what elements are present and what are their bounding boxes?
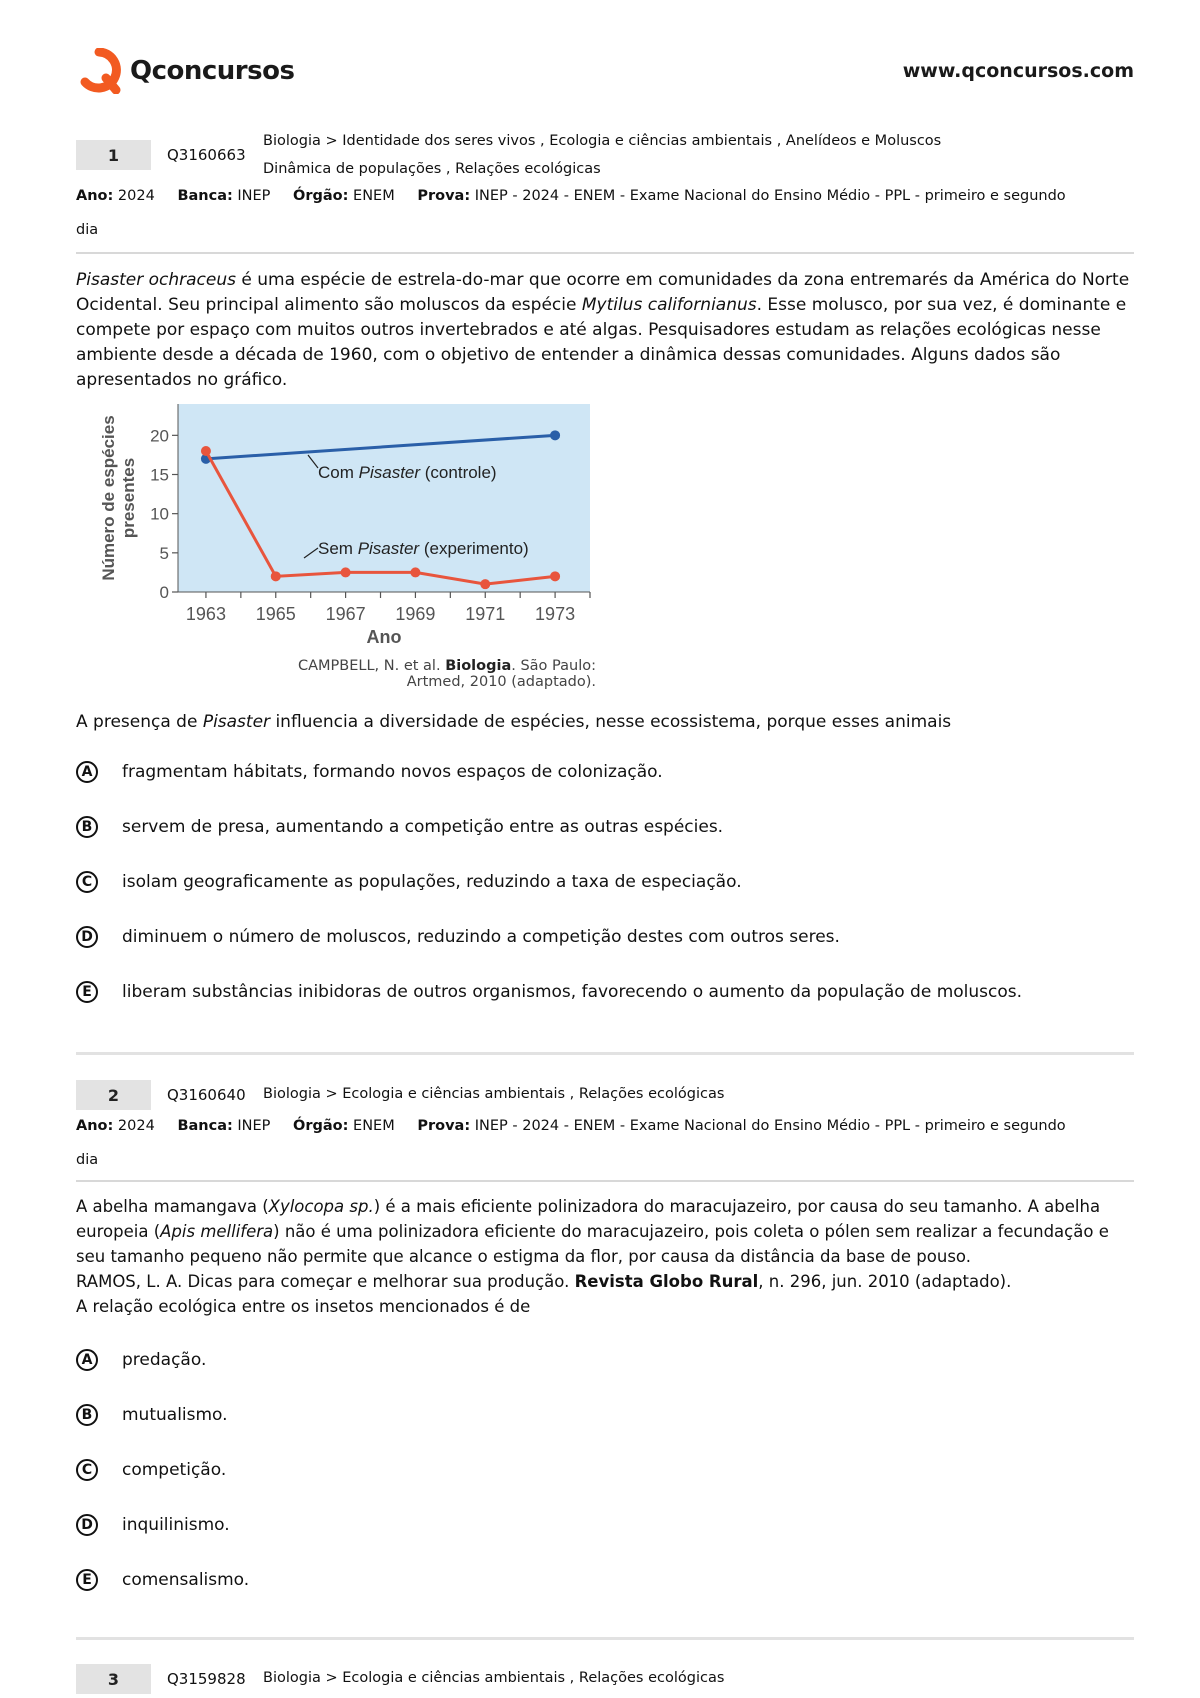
question-subjects-line1: Biologia > Identidade dos seres vivos , Ecologia e ciências ambientais , Anelídeos e Moluscos [263, 133, 942, 149]
option-letter[interactable]: E [76, 1569, 98, 1591]
option-text: mutualismo. [122, 1405, 228, 1425]
option-c[interactable] [76, 1456, 226, 1484]
option-e[interactable] [76, 978, 1022, 1006]
question-number: 3 [76, 1664, 151, 1694]
option-text: predação. [122, 1350, 207, 1370]
option-text: liberam substâncias inibidoras de outros organismos, favorecendo o aumento da população de moluscos. [122, 982, 1023, 1002]
divider [76, 1180, 1134, 1182]
option-text: servem de presa, aumentando a competição entre as outras espécies. [122, 817, 724, 837]
series-1-point [410, 567, 420, 577]
y-tick-label: 20 [150, 426, 169, 446]
option-letter[interactable]: D [76, 926, 98, 948]
x-tick-label: 1973 [535, 604, 576, 624]
option-e[interactable] [76, 1566, 249, 1594]
question-1-prompt: A presença de Pisaster influencia a diversidade de espécies, nesse ecossistema, porque esses animais [76, 712, 952, 732]
question-subjects-line1: Biologia > Ecologia e ciências ambientais , Relações ecológicas [263, 1670, 725, 1686]
question-code[interactable]: Q3160663 [167, 146, 246, 164]
question-number: 1 [76, 140, 151, 170]
y-tick-label: 5 [159, 543, 169, 563]
y-axis-label-line1: Número de espécies [99, 415, 118, 581]
series-1-point [550, 571, 560, 581]
option-a[interactable] [76, 758, 663, 786]
x-tick-label: 1963 [185, 604, 226, 624]
option-b[interactable] [76, 813, 723, 841]
question-2-text: A abelha mamangava (Xylocopa sp.) é a mais eficiente polinizadora do maracujazeiro, por causa do seu tamanho. A abelha europeia (Apis mellifera) não é uma polinizadora eficiente do maracujazeiro, pois coleta o pólen sem realizar a fecundação e seu tamanho pequeno não permite que alcance o estigma da flor, por causa da distância da base de pouso. RAMOS, L. A. Dicas para começar e melhorar sua produção. Revista Globo Rural, n. 296, jun. 2010 (adaptado). A relação ecológica entre os insetos mencionados é de [76, 1197, 1109, 1316]
series-1-point [480, 579, 490, 589]
question-meta: Ano: 2024 Banca: INEP Órgão: ENEM Prova: INEP - 2024 - ENEM - Exame Nacional do Ensino Médio - PPL - primeiro e segundo [76, 188, 1066, 204]
chart-citation: CAMPBELL, N. et al. Biologia. São Paulo: Artmed, 2010 (adaptado). [297, 658, 596, 690]
option-letter[interactable]: B [76, 816, 98, 838]
y-tick-label: 15 [150, 465, 169, 485]
question-1-text: Pisaster ochraceus é uma espécie de estrela-do-mar que ocorre em comunidades da zona entremarés da América do Norte Ocidental. Seu principal alimento são moluscos da espécie Mytilus californianus. Esse molusco, por sua vez, é dominante e compete por espaço com muitos outros invertebrados e até algas. Pesquisadores estudam as relações ecológicas nesse ambiente desde a década de 1960, com o objetivo de entender a dinâmica dessas comunidades. Alguns dados são apresentados no gráfico. [76, 270, 1130, 390]
series-1-point [201, 446, 211, 456]
site-url[interactable]: www.qconcursos.com [902, 60, 1134, 82]
option-letter[interactable]: E [76, 981, 98, 1003]
series-0-point [550, 430, 560, 440]
series-1-point [271, 571, 281, 581]
question-number: 2 [76, 1080, 151, 1110]
option-letter[interactable]: B [76, 1404, 98, 1426]
option-a[interactable] [76, 1346, 206, 1374]
option-text: comensalismo. [122, 1570, 250, 1590]
question-subjects-line1: Biologia > Ecologia e ciências ambientais , Relações ecológicas [263, 1086, 725, 1102]
option-text: isolam geograficamente as populações, reduzindo a taxa de especiação. [122, 872, 742, 892]
option-letter[interactable]: C [76, 1459, 98, 1481]
y-tick-label: 0 [159, 583, 169, 602]
logo-text: Qconcursos [130, 56, 295, 86]
question-subjects-line2: Dinâmica de populações , Relações ecológicas [263, 161, 601, 177]
x-tick-label: 1965 [255, 604, 296, 624]
question-meta: Ano: 2024 Banca: INEP Órgão: ENEM Prova: INEP - 2024 - ENEM - Exame Nacional do Ensino Médio - PPL - primeiro e segundo [76, 1118, 1066, 1134]
option-text: inquilinismo. [122, 1515, 230, 1535]
option-text: diminuem o número de moluscos, reduzindo a competição destes com outros seres. [122, 927, 840, 947]
y-tick-label: 10 [150, 504, 169, 524]
question-code[interactable]: Q3160640 [167, 1086, 246, 1104]
species-chart [96, 400, 606, 700]
option-letter[interactable]: C [76, 871, 98, 893]
x-tick-label: 1967 [325, 604, 366, 624]
y-axis-label-line2: presentes [119, 457, 138, 539]
page-header [76, 48, 1134, 98]
qconcursos-logo-icon [76, 48, 122, 94]
divider [76, 252, 1134, 254]
question-code[interactable]: Q3159828 [167, 1670, 246, 1688]
series-label-experiment: Sem Pisaster (experimento) [318, 539, 529, 558]
option-letter[interactable]: D [76, 1514, 98, 1536]
option-c[interactable] [76, 868, 742, 896]
option-letter[interactable]: A [76, 1349, 98, 1371]
y-axis-ticks [150, 404, 178, 602]
question-separator [76, 1052, 1134, 1055]
option-text: competição. [122, 1460, 227, 1480]
option-text: fragmentam hábitats, formando novos espaços de colonização. [122, 762, 663, 782]
series-1-point [341, 567, 351, 577]
question-meta-cont: dia [76, 222, 99, 238]
question-separator [76, 1637, 1134, 1640]
x-tick-label: 1971 [465, 604, 506, 624]
option-d[interactable] [76, 1511, 230, 1539]
x-axis-label: Ano [366, 627, 402, 647]
question-meta-cont: dia [76, 1152, 99, 1168]
chart-plot-area [178, 404, 590, 592]
option-b[interactable] [76, 1401, 228, 1429]
series-label-control: Com Pisaster (controle) [318, 463, 497, 482]
option-d[interactable] [76, 923, 840, 951]
option-letter[interactable]: A [76, 761, 98, 783]
x-tick-label: 1969 [395, 604, 436, 624]
x-axis-ticks [178, 592, 590, 624]
